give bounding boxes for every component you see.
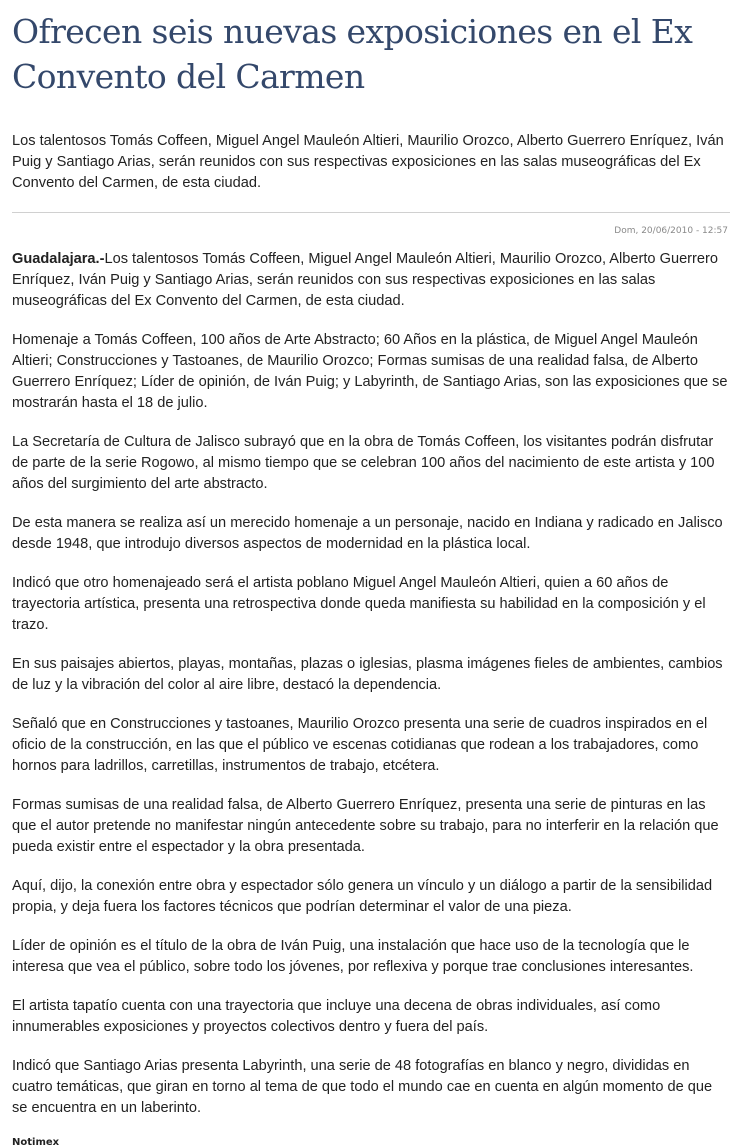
- article-summary: Los talentosos Tomás Coffeen, Miguel Angel Mauleón Altieri, Maurilio Orozco, Alberto Guerrero Enríquez, Iván Puig y Santiago Arias, serán reunidos con sus respectivas exposiciones en las salas museográficas del Ex Convento del Carmen, de esta ciudad.: [12, 133, 724, 191]
- paragraph-text: Los talentosos Tomás Coffeen, Miguel Angel Mauleón Altieri, Maurilio Orozco, Alberto Guerrero Enríquez, Iván Puig y Santiago Arias, serán reunidos con sus respectivas exposiciones en las salas museográficas del Ex Convento del Carmen, de esta ciudad.: [12, 251, 718, 309]
- summary-divider: [12, 212, 730, 213]
- article-paragraph: Líder de opinión es el título de la obra de Iván Puig, una instalación que hace uso de la tecnología que le interesa que vea el público, sobre todo los jóvenes, por reflexiva y porque trae conclusiones interesantes.: [12, 938, 694, 975]
- article: [12, 0, 730, 1148]
- article-paragraph: En sus paisajes abiertos, playas, montañas, plazas o iglesias, plasma imágenes fieles de ambientes, cambios de luz y la vibración del color al aire libre, destacó la dependencia.: [12, 656, 723, 693]
- article-paragraph: Indicó que Santiago Arias presenta Labyrinth, una serie de 48 fotografías en blanco y negro, divididas en cuatro temáticas, que giran en torno al tema de que todo el mundo cae en cuenta en algún momento de que se encuentra en un laberinto.: [12, 1058, 713, 1116]
- article-paragraph: Formas sumisas de una realidad falsa, de Alberto Guerrero Enríquez, presenta una serie de pinturas en las que el autor pretende no manifestar ningún antecedente sobre su trabajo, para no interferir en la relación que pueda existir entre el espectador y la obra presentada.: [12, 797, 719, 855]
- article-paragraph: Homenaje a Tomás Coffeen, 100 años de Arte Abstracto; 60 Años en la plástica, de Miguel Angel Mauleón Altieri; Construcciones y Tastoanes, de Maurilio Orozco; Formas sumisas de una realidad falsa, de Alberto Guerrero Enríquez; Líder de opinión, de Iván Puig; y Labyrinth, de Santiago Arias, son las exposiciones que se mostrarán hasta el 18 de julio.: [12, 332, 728, 411]
- article-paragraph: La Secretaría de Cultura de Jalisco subrayó que en la obra de Tomás Coffeen, los visitantes podrán disfrutar de parte de la serie Rogowo, al mismo tiempo que se celebran 100 años del nacimiento de este artista y 100 años del surgimiento del arte abstracto.: [12, 434, 715, 492]
- article-paragraph: Señaló que en Construcciones y tastoanes, Maurilio Orozco presenta una serie de cuadros inspirados en el oficio de la construcción, en las que el público ve escenas cotidianas que rodean a los trabajadores, como hornos para ladrillos, carretillas, instrumentos de trabajo, etcétera.: [12, 716, 708, 774]
- article-date: Dom, 20/06/2010 - 12:57: [614, 226, 728, 236]
- article-body: [12, 249, 730, 1119]
- article-paragraph: De esta manera se realiza así un merecido homenaje a un personaje, nacido en Indiana y radicado en Jalisco desde 1948, que introdujo diversos aspectos de modernidad en la plástica local.: [12, 515, 723, 552]
- article-paragraph: El artista tapatío cuenta con una trayectoria que incluye una decena de obras individuales, así como innumerables exposiciones y proyectos colectivos dentro y fuera del país.: [12, 998, 661, 1035]
- article-paragraph: [12, 249, 730, 312]
- article-paragraph: Indicó que otro homenajeado será el artista poblano Miguel Angel Mauleón Altieri, quien a 60 años de trayectoria artística, presenta una retrospectiva donde queda manifiesta su habilidad en la composición y el trazo.: [12, 575, 706, 633]
- article-title: Ofrecen seis nuevas exposiciones en el Ex Convento del Carmen: [12, 12, 693, 96]
- article-paragraph: Aquí, dijo, la conexión entre obra y espectador sólo genera un vínculo y un diálogo a partir de la sensibilidad propia, y deja fuera los factores técnicos que podrían determinar el valor de una pieza.: [12, 878, 713, 915]
- dateline-city: Guadalajara.-: [12, 251, 105, 267]
- article-source: Notimex: [12, 1137, 60, 1148]
